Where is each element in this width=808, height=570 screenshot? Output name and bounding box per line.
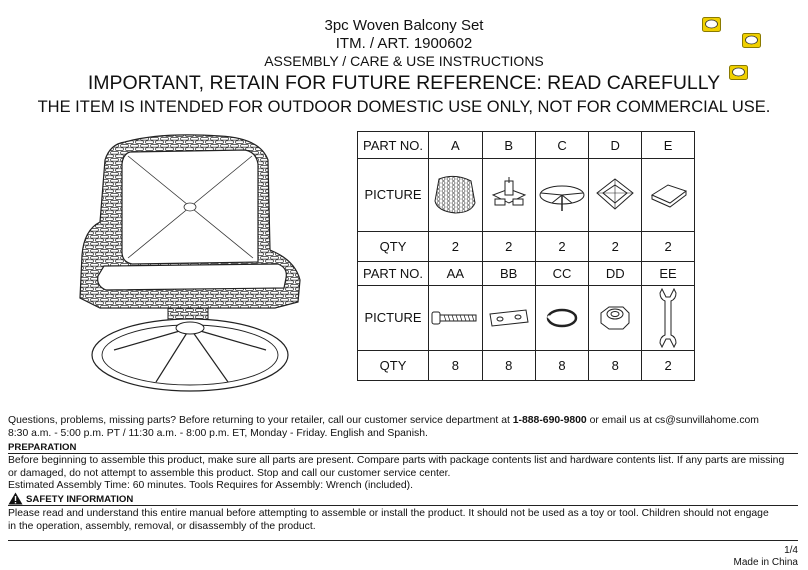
divider (8, 540, 798, 541)
comment-note-icon[interactable] (729, 65, 748, 80)
hardware-picture-row (358, 286, 695, 351)
important-notice: IMPORTANT, RETAIN FOR FUTURE REFERENCE: READ CAREFULLY (87, 72, 721, 94)
part-id: BB (482, 262, 535, 286)
intended-use-notice: THE ITEM IS INTENDED FOR OUTDOOR DOMESTIC USE ONLY, NOT FOR COMMERCIAL USE. (37, 98, 771, 116)
preparation-text: or damaged, do not attempt to assemble this product. Stop and call our customer service center. (8, 468, 451, 479)
qty-label: QTY (358, 231, 429, 261)
preparation-text: Before beginning to assemble this product, make sure all parts are present. Compare parts with package contents list and hardware contents list. If any parts are missing (8, 455, 785, 466)
part-number-label: PART NO. (358, 262, 429, 286)
part-qty: 2 (482, 231, 535, 261)
wrench-icon (658, 287, 678, 349)
document-title: 3pc Woven Balcony Set (324, 17, 484, 34)
nut-icon (595, 301, 635, 335)
square-cap-icon (593, 175, 637, 215)
contact-hours: 8:30 a.m. - 5:00 p.m. PT / 11:30 a.m. - 8:00 p.m. ET, Monday - Friday. English and Spanish. (8, 428, 428, 439)
base-ring-icon (537, 177, 587, 213)
document-subtitle: ASSEMBLY / CARE & USE INSTRUCTIONS (264, 53, 544, 69)
plate-icon (486, 306, 532, 330)
comment-note-icon[interactable] (702, 17, 721, 32)
woven-seat-icon (431, 173, 479, 217)
lock-washer-icon (544, 305, 580, 331)
safety-text: Please read and understand this entire manual before attempting to assemble or install the product. It should not be used as a toy or tool. Children should not engage (8, 508, 769, 519)
part-qty: 2 (429, 231, 483, 261)
safety-heading: SAFETY INFORMATION (8, 494, 798, 506)
part-id: C (535, 132, 589, 159)
part-qty: 2 (589, 231, 642, 261)
qty-label: QTY (358, 350, 429, 380)
contact-line (8, 415, 759, 428)
hardware-qty-row (358, 350, 695, 380)
preparation-text: Estimated Assembly Time: 60 minutes. Tools Requires for Assembly: Wrench (included). (8, 480, 414, 491)
part-qty: 8 (535, 350, 589, 380)
contact-email-text: or email us at cs@sunvillahome.com (586, 415, 759, 426)
parts-table (357, 131, 695, 381)
picture-row (358, 159, 695, 232)
qty-row (358, 231, 695, 261)
woven-swivel-chair-illustration (70, 130, 310, 400)
part-qty: 2 (535, 231, 589, 261)
part-id: E (642, 132, 695, 159)
warning-icon (8, 492, 23, 505)
hardware-number-row (358, 262, 695, 286)
part-id: CC (535, 262, 589, 286)
contact-prefix: Questions, problems, missing parts? Before returning to your retailer, call our customer service department at (8, 415, 513, 426)
made-in-label: Made in China (733, 557, 798, 568)
safety-text: in the operation, assembly, removal, or disassembly of the product. (8, 521, 316, 532)
bolt-icon (430, 308, 480, 328)
part-qty: 8 (429, 350, 483, 380)
part-number-label: PART NO. (358, 132, 429, 159)
part-id: D (589, 132, 642, 159)
part-qty: 8 (482, 350, 535, 380)
part-id: AA (429, 262, 483, 286)
swivel-bracket-icon (487, 175, 531, 215)
preparation-heading: PREPARATION (8, 442, 798, 454)
part-number-row (358, 132, 695, 159)
picture-label: PICTURE (358, 159, 429, 232)
part-qty: 2 (642, 231, 695, 261)
part-id: A (429, 132, 483, 159)
comment-note-icon[interactable] (742, 33, 761, 48)
cushion-icon (646, 177, 690, 213)
picture-label: PICTURE (358, 286, 429, 351)
part-id: B (482, 132, 535, 159)
part-qty: 8 (589, 350, 642, 380)
item-number: ITM. / ART. 1900602 (335, 35, 473, 52)
part-id: DD (589, 262, 642, 286)
page-number: 1/4 (784, 545, 798, 556)
part-id: EE (642, 262, 695, 286)
part-qty: 2 (642, 350, 695, 380)
phone-number[interactable]: 1-888-690-9800 (512, 415, 587, 426)
